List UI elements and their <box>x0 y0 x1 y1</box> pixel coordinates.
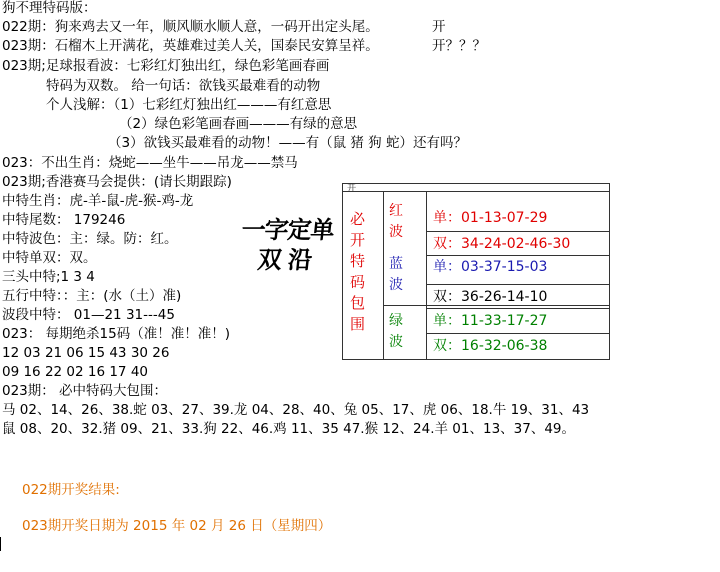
row-numbers: 01-13-07-29 <box>461 210 548 226</box>
special-code-table <box>342 183 610 360</box>
line-kill-15: 023： 每期绝杀15码（准！准！准！) <box>2 326 231 342</box>
line-023-open: 开？？？ <box>432 38 486 54</box>
line-odd-even: 中特单双：双。 <box>2 250 97 266</box>
line-surround-title: 023期： 必中特码大包围： <box>2 383 168 399</box>
result-022: 022期开奖结果: <box>22 482 120 498</box>
text-cursor <box>0 537 1 551</box>
row-red-even <box>427 231 610 256</box>
line-explain-1: 个人浅解：（1）七彩红灯独出红———有红意思 <box>46 97 332 113</box>
line-hint: 特码为双数。 给一句话：欲钱买最难看的动物 <box>46 78 321 94</box>
line-three-heads: 三头中特;1 3 4 <box>2 269 95 285</box>
row-numbers: 16-32-06-38 <box>461 338 548 354</box>
line-wave-color: 中特波色：主：绿。防：红。 <box>2 231 178 247</box>
group-red-label-cell <box>383 191 427 248</box>
row-prefix: 双： <box>433 338 461 354</box>
row-numbers: 11-33-17-27 <box>461 313 548 329</box>
row-prefix: 单： <box>433 313 461 329</box>
row-numbers: 03-37-15-03 <box>461 259 548 275</box>
line-jockey-club: 023期;香港赛马会提供：(请长期跟踪) <box>2 174 232 190</box>
group-green-label-cell <box>383 305 427 359</box>
table-tiny-mark: 开 <box>347 184 357 194</box>
line-football-report: 023期;足球报看波：七彩红灯独出红，绿色彩笔画春画 <box>2 58 330 74</box>
row-prefix: 双： <box>433 289 461 305</box>
group-blue-label-cell <box>383 248 427 305</box>
line-explain-2: （2）绿色彩笔画春画———有绿的意思 <box>119 116 358 132</box>
line-022-open: 开 <box>432 19 446 35</box>
table-top-line <box>342 191 610 192</box>
row-blue-even <box>427 284 610 309</box>
slogan-one-word: 一字定单双 沿 <box>240 215 336 274</box>
row-prefix: 单： <box>433 259 461 275</box>
row-prefix: 单： <box>433 210 461 226</box>
line-surround-1: 马 02、14、26、38.蛇 03、27、39.龙 04、28、40、兔 05、17、虎 06、18.牛 19、31、43 <box>2 402 590 418</box>
table-left-label: 必开特码包围 <box>350 210 366 333</box>
line-tail-digits: 中特尾数： 179246 <box>2 212 126 228</box>
line-band: 波段中特： 01—21 31---45 <box>2 307 175 323</box>
table-left-label-cell <box>343 191 384 359</box>
line-surround-2: 鼠 08、20、32.猪 09、21、33.狗 22、46.鸡 11、35 47.猴 12、24.羊 01、13、37、49。 <box>2 421 576 437</box>
row-prefix: 双： <box>433 236 461 252</box>
result-023-date: 023期开奖日期为 2015 年 02 月 26 日（星期四） <box>22 518 332 534</box>
line-zodiac: 中特生肖：虎-羊-鼠-虎-猴-鸡-龙 <box>2 193 194 209</box>
line-explain-3: （3）欲钱买最难看的动物！——有（鼠 猪 狗 蛇）还有吗？ <box>108 135 467 151</box>
row-red-odd <box>427 206 610 231</box>
row-numbers: 36-26-14-10 <box>461 289 548 305</box>
page-header: 狗不理特码版： <box>2 0 97 16</box>
row-green-even <box>427 333 610 358</box>
row-numbers: 34-24-02-46-30 <box>461 236 571 252</box>
row-green-odd <box>427 309 610 334</box>
group-red-label: 红波 <box>389 203 403 240</box>
group-green-label: 绿波 <box>389 313 403 350</box>
line-kill-numbers-2: 09 16 22 02 16 17 40 <box>2 364 148 380</box>
line-excluded-zodiac: 023：不出生肖：烧蛇——坐牛——吊龙——禁马 <box>2 155 298 171</box>
row-blue-odd <box>427 255 610 280</box>
line-023-prediction: 023期：石榴木上开满花，英雄难过美人关，国泰民安算呈祥。 <box>2 38 379 54</box>
line-022-prediction: 022期：狗来鸡去又一年，顺风顺水顺人意，一码开出定头尾。 <box>2 19 379 35</box>
line-five-elements: 五行中特：：主：(水（土）准) <box>2 288 182 304</box>
line-kill-numbers-1: 12 03 21 06 15 43 30 26 <box>2 345 170 361</box>
group-blue-label: 蓝波 <box>389 256 403 293</box>
